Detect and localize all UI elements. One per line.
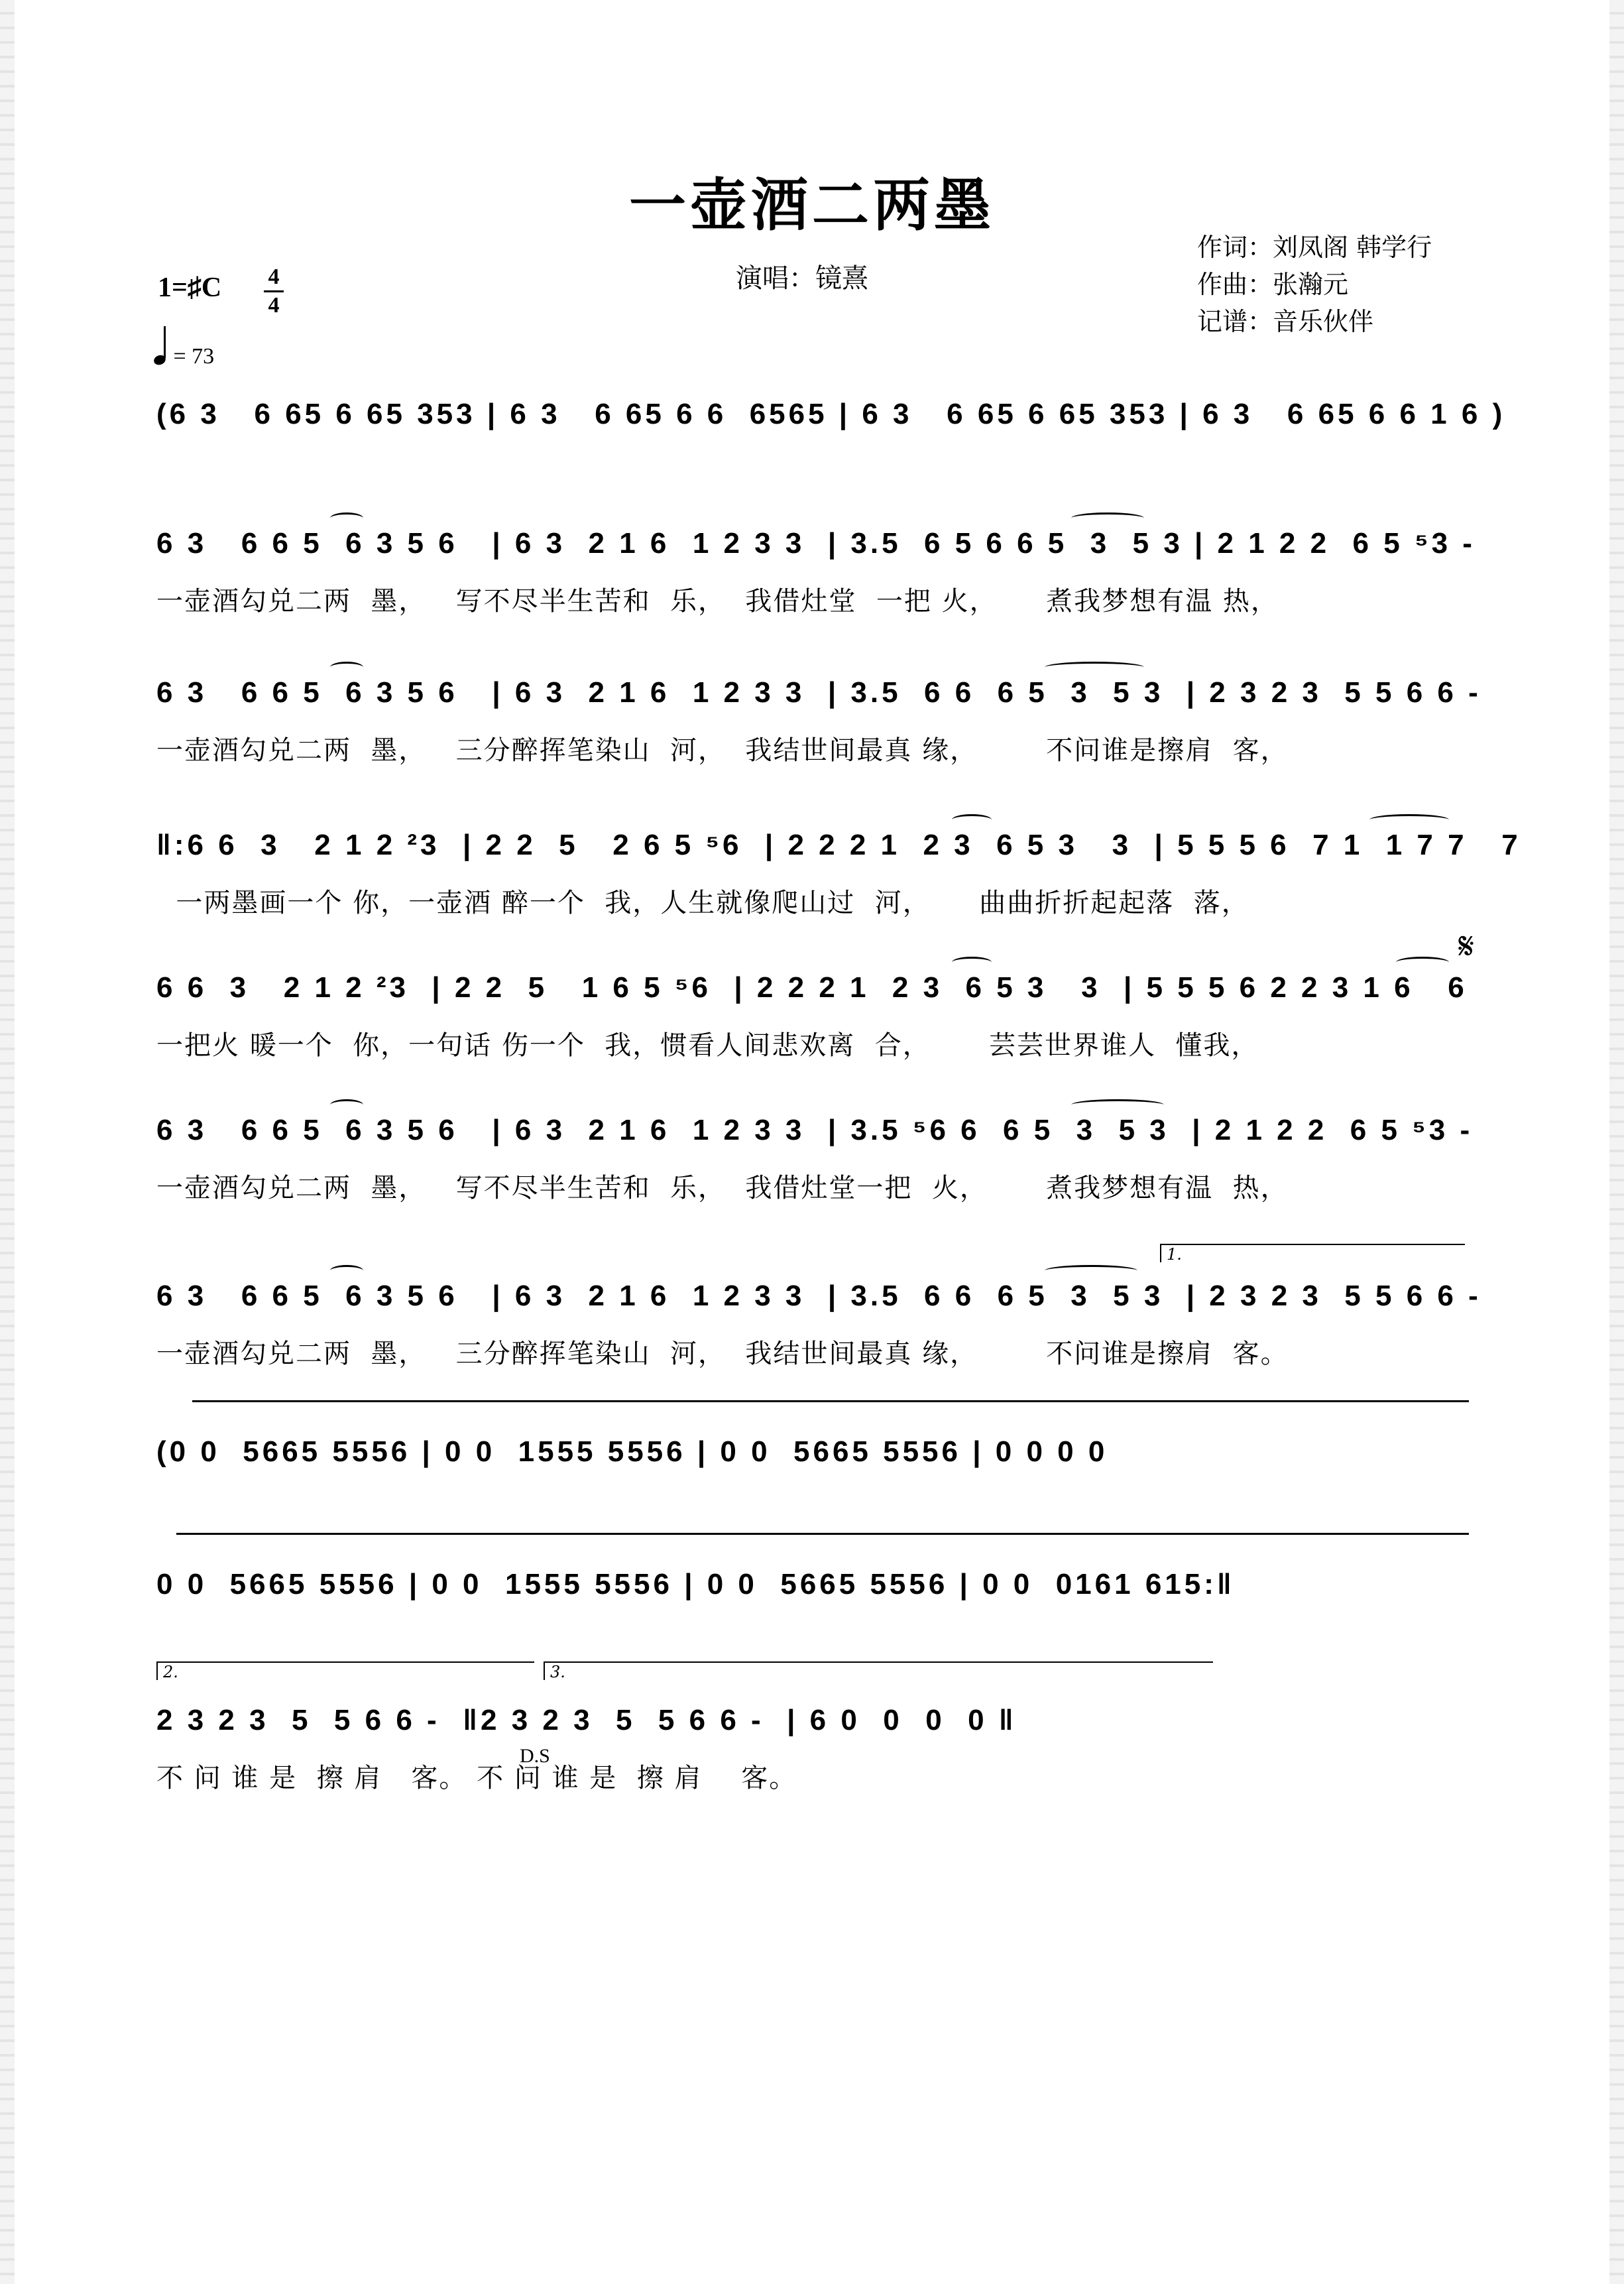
slur-mark [952, 957, 992, 968]
melody-line: 6 3 6 6 5 6 3 5 6 | 6 3 2 1 6 1 2 3 3 | 3.5 ⁵6 6 6 5 3 5 3 | 2 1 2 2 6 5 ⁵3 - [156, 1114, 1474, 1146]
slur-mark [1045, 1265, 1137, 1276]
score-row-4 [156, 925, 1478, 1061]
slur-mark [330, 1099, 363, 1111]
credits-block [1197, 229, 1432, 340]
score-row-ending [156, 1663, 1478, 1793]
note-stem [164, 326, 166, 358]
time-signature [264, 264, 284, 319]
slur-mark [1071, 1099, 1164, 1111]
lyric-line: 不 问 谁 是 擦 肩 客。 不 问 谁 是 擦 肩 客。 [156, 1763, 797, 1793]
lyric-line: 一壶酒勾兑二两 墨， 三分醉挥笔染山 河， 我结世间最真 缘， 不问谁是擦肩 客， [156, 735, 1289, 766]
score-row-intro [156, 398, 1506, 444]
ds-marking: D.S [520, 1745, 550, 1767]
slur-mark [330, 662, 363, 673]
page-title: 一壶酒二两墨 [629, 172, 995, 239]
slur-mark [330, 512, 363, 524]
lyric-line: 一两墨画一个 你，一壶酒 醉一个 我，人生就像爬山过 河， 曲曲折折起起落 落， [156, 888, 1249, 918]
slur-mark [1045, 662, 1144, 673]
left-border-strip [0, 0, 15, 2284]
composer-credit: 作曲：张瀚元 [1197, 270, 1349, 299]
slur-mark [1396, 957, 1449, 968]
lyric-line: 一壶酒勾兑二两 墨， 三分醉挥笔染山 河， 我结世间最真 缘， 不问谁是擦肩 客。 [156, 1339, 1289, 1369]
volta-bracket-3: 3. [544, 1661, 1213, 1680]
tempo-value: = 73 [173, 344, 215, 369]
melody-line: (0 0 5665 5556 | 0 0 1555 5556 | 0 0 5665 5556 | 0 0 0 0 [156, 1435, 1108, 1468]
slur-mark [330, 1265, 363, 1276]
tempo-mark [154, 331, 214, 369]
score-row-1 [156, 527, 1478, 617]
lyric-line: 一壶酒勾兑二两 墨， 写不尽半生苦和 乐， 我借灶堂一把 火， 煮我梦想有温 热， [156, 1173, 1289, 1203]
slur-mark [1369, 814, 1449, 825]
melody-line: 2 3 2 3 5 5 6 6 - ‖2 3 2 3 5 5 6 6 - | 6 0 0 0 0 ‖ [156, 1704, 1017, 1736]
slur-mark [952, 814, 992, 825]
lyric-line: 一把火 暖一个 你，一句话 伤一个 我，惯看人间悲欢离 合， 芸芸世界谁人 懂我， [156, 1030, 1259, 1061]
melody-line: ‖:6 6 3 2 1 2 ²3 | 2 2 5 2 6 5 ⁵6 | 2 2 2 1 2 3 6 5 3 3 | 5 5 5 6 7 1 1 7 7 7 [156, 829, 1521, 861]
time-denominator: 4 [268, 293, 280, 318]
score-row-3 [156, 829, 1521, 918]
segno-icon: 𝄋 [1458, 925, 1475, 968]
transcriber-credit: 记谱：音乐伙伴 [1197, 307, 1374, 336]
melody-line: 6 6 3 2 1 2 ²3 | 2 2 5 1 6 5 ⁵6 | 2 2 2 1 2 3 6 5 3 3 | 5 5 5 6 2 2 3 1 6 6 [156, 971, 1468, 1004]
melody-line: 0 0 5665 5556 | 0 0 1555 5556 | 0 0 5665 5556 | 0 0 0161 615:‖ [156, 1568, 1235, 1600]
key-signature: 1=♯C [158, 272, 222, 303]
right-border-strip [1609, 0, 1624, 2284]
melody-line: 6 3 6 6 5 6 3 5 6 | 6 3 2 1 6 1 2 3 3 | 3.5 6 5 6 6 5 3 5 3 | 2 1 2 2 6 5 ⁵3 - [156, 527, 1476, 560]
interlude-bracket-line [176, 1533, 1469, 1535]
score-row-6 [156, 1245, 1481, 1369]
melody-line: 6 3 6 6 5 6 3 5 6 | 6 3 2 1 6 1 2 3 3 | 3.5 6 6 6 5 3 5 3 | 2 3 2 3 5 5 6 6 - [156, 676, 1481, 709]
volta-bracket-2: 2. [156, 1661, 534, 1680]
volta-bracket-1: 1. [1160, 1244, 1465, 1262]
interlude-bracket-line [192, 1400, 1469, 1402]
score-row-5 [156, 1114, 1478, 1203]
slur-mark [1071, 512, 1144, 524]
score-row-interlude-2 [156, 1568, 1478, 1614]
score-row-interlude-1 [156, 1435, 1478, 1482]
lyricist-credit: 作词：刘凤阁 韩学行 [1197, 233, 1432, 262]
melody-line: 6 3 6 6 5 6 3 5 6 | 6 3 2 1 6 1 2 3 3 | 3.5 6 6 6 5 3 5 3 | 2 3 2 3 5 5 6 6 - [156, 1280, 1481, 1312]
melody-line: (6 3 6 65 6 65 353 | 6 3 6 65 6 6 6565 | 6 3 6 65 6 65 353 | 6 3 6 65 6 6 1 6 ) [156, 398, 1506, 430]
score-row-2 [156, 676, 1481, 766]
singer-credit: 演唱：镜熹 [736, 263, 868, 294]
lyric-line: 一壶酒勾兑二两 墨， 写不尽半生苦和 乐， 我借灶堂 一把 火， 煮我梦想有温 热， [156, 586, 1279, 617]
time-numerator: 4 [268, 265, 280, 289]
